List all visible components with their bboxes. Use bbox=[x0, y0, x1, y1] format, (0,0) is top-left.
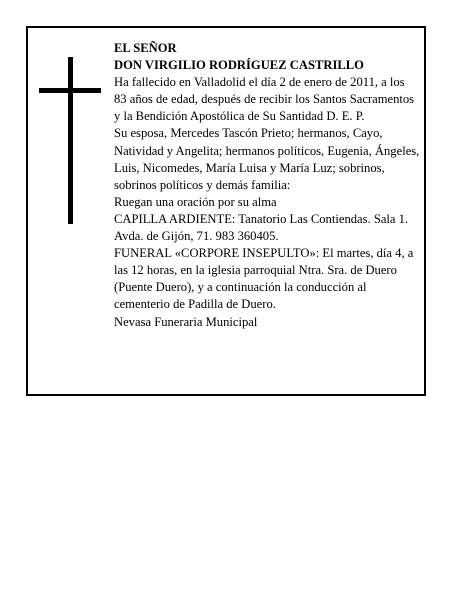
funeral-info: FUNERAL «CORPORE INSEPULTO»: El martes, día 4, a las 12 horas, en la iglesia parroquial Ntra. Sra. de Duero (Puente Duero), y a continuación la conducción al cementerio de Padilla de Duero. bbox=[114, 246, 414, 312]
notice-body bbox=[114, 40, 420, 331]
obituary-notice bbox=[26, 26, 426, 396]
cross-horizontal-bar bbox=[39, 88, 101, 93]
cross-vertical-bar bbox=[68, 57, 73, 224]
notice-title: EL SEÑOR bbox=[114, 41, 177, 55]
prayer-request: Ruegan una oración por su alma bbox=[114, 194, 277, 209]
funeral-home: Nevasa Funeraria Municipal bbox=[114, 314, 258, 329]
death-announcement: Ha fallecido en Valladolid el día 2 de enero de 2011, a los 83 años de edad, después de recibir los Santos Sacramentos y la Bendición Apostólica de Su Santidad D. E. P. bbox=[114, 75, 415, 124]
chapel-info: CAPILLA ARDIENTE: Tanatorio Las Contiendas. Sala 1. Avda. de Gijón, 71. 983 360405. bbox=[114, 211, 409, 244]
family-list: Su esposa, Mercedes Tascón Prieto; hermanos, Cayo, Natividad y Angelita; hermanos políticos, Eugenia, Ángeles, Luis, Nicomedes, María Luisa y María Luz; sobrinos, sobrinos políticos y demás familia: bbox=[114, 126, 420, 192]
deceased-name: DON VIRGILIO RODRÍGUEZ CASTRILLO bbox=[114, 58, 364, 73]
